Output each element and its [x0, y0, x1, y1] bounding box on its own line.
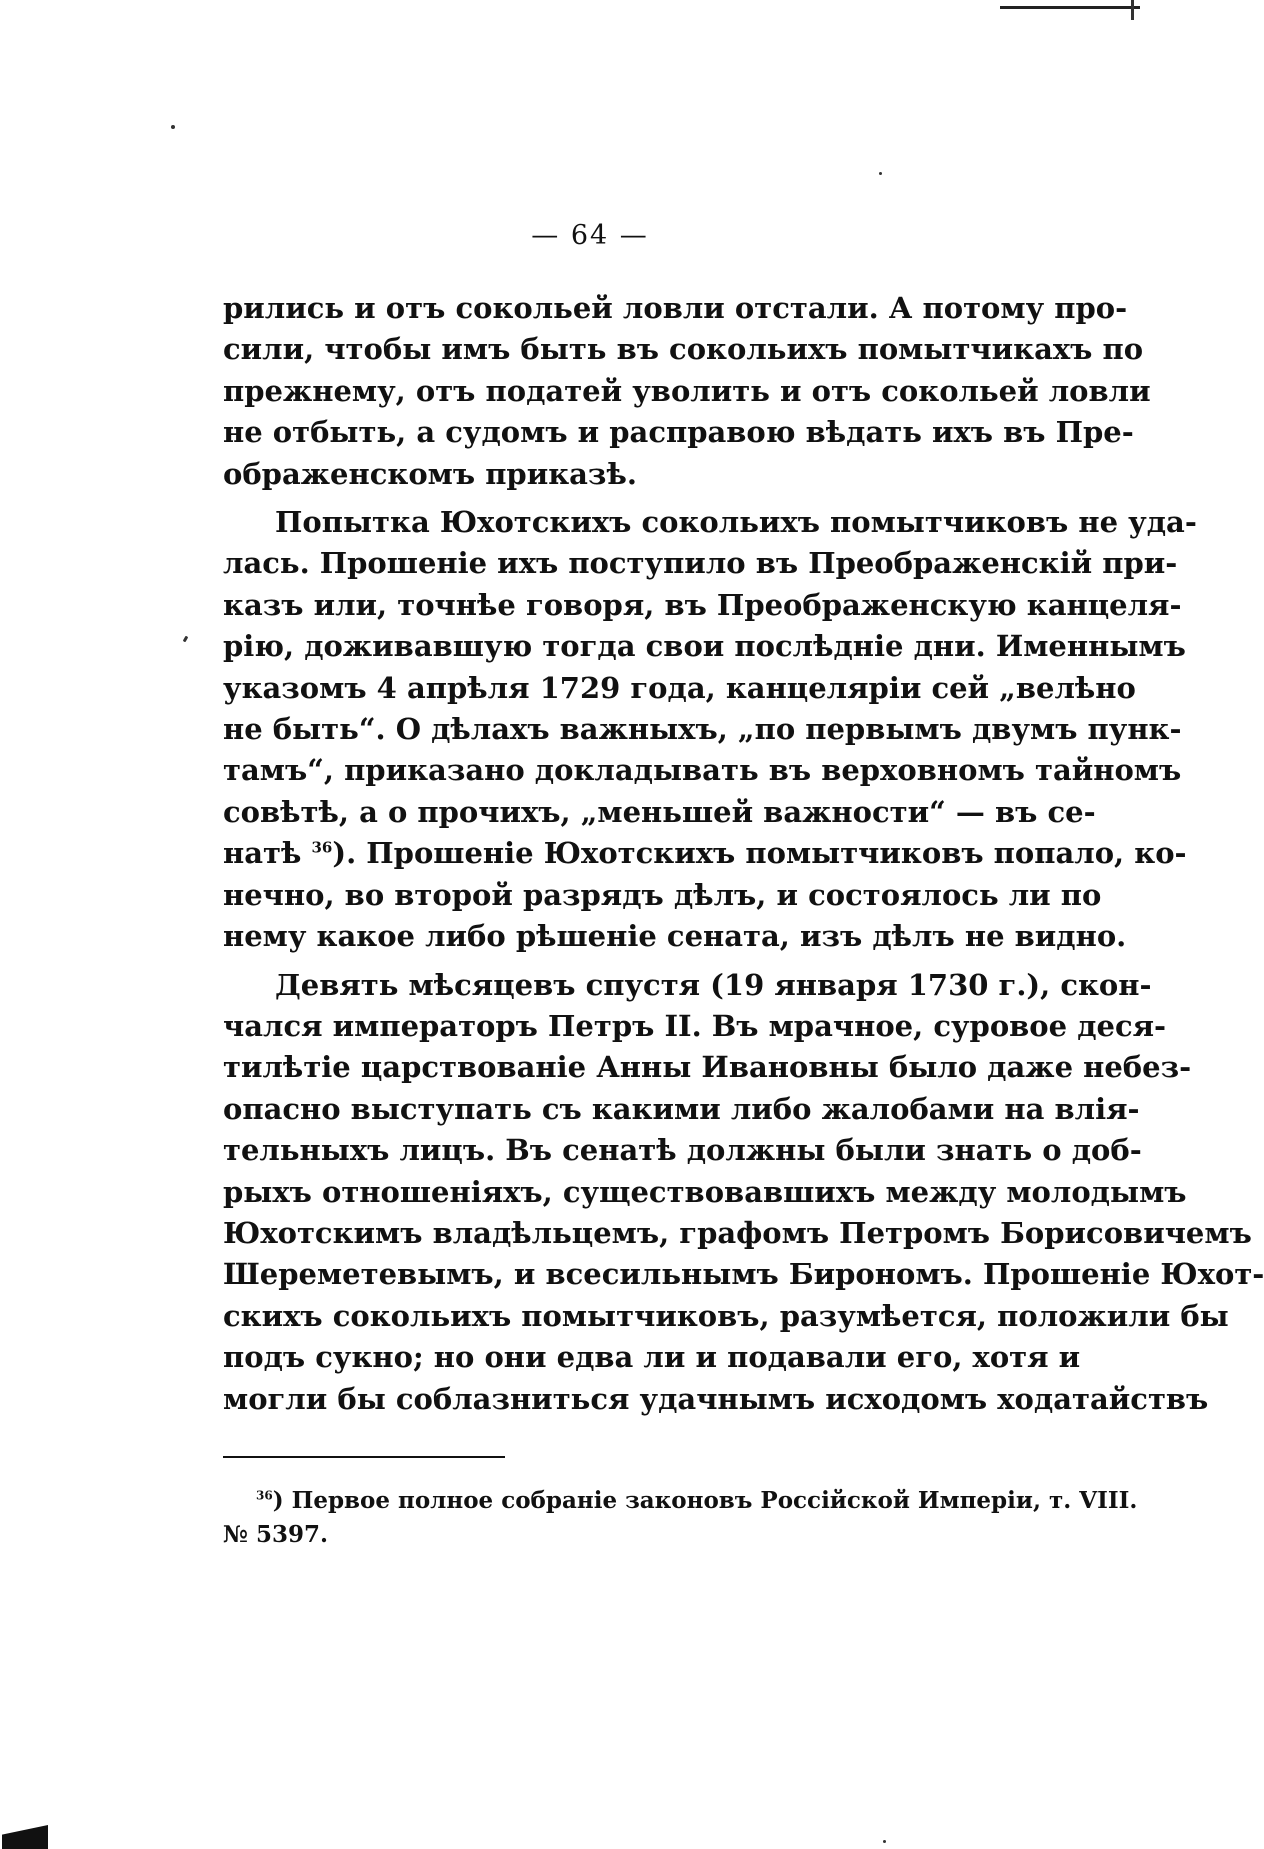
scan-speck [171, 125, 175, 129]
text-line: сили, чтобы имъ быть въ сокольихъ помытчикахъ по [223, 332, 1144, 367]
text-line: скихъ сокольихъ помытчиковъ, разумѣется, положили бы [223, 1298, 1229, 1333]
text-line: совѣтѣ, а о прочихъ, „меньшей важности“ — въ се- [223, 794, 1096, 829]
paragraph [223, 965, 1264, 1420]
scan-edge-mark [1131, 0, 1134, 20]
page-number: — 64 — [531, 220, 649, 251]
text-line: прежнему, отъ податей уволить и отъ сокольей ловли [223, 373, 1151, 408]
main-text [223, 288, 1264, 1420]
text-line: тельныхъ лицъ. Въ сенатѣ должны были знать о доб- [223, 1133, 1142, 1168]
text-line: лась. Прошеніе ихъ поступило въ Преображенскій при- [223, 546, 1178, 581]
text-line: Девять мѣсяцевъ спустя (19 января 1730 г.), скон- [275, 967, 1152, 1002]
paragraph [223, 288, 1151, 495]
text-fragment: ). Прошеніе Юхотскихъ помытчиковъ попало, ко- [332, 836, 1187, 871]
text-line: рились и отъ сокольей ловли отстали. А потому про- [223, 291, 1128, 325]
text-line: казъ или, точнѣе говоря, въ Преображенскую канцеля- [223, 587, 1182, 622]
footnote [223, 1484, 1138, 1552]
text-line: Юхотскимъ владѣльцемъ, графомъ Петромъ Борисовичемъ [223, 1215, 1252, 1250]
footnote-text: ) Первое полное собраніе законовъ Россійской Имперіи, т. VIII. [272, 1487, 1138, 1514]
footnote-mark: 36 [256, 1488, 273, 1503]
text-line: могли бы соблазниться удачнымъ исходомъ ходатайствъ [223, 1381, 1209, 1416]
scan-speck [883, 1840, 886, 1843]
text-line: нечно, во второй разрядъ дѣлъ, и состоялось ли по [223, 877, 1102, 912]
scan-speck [879, 172, 882, 175]
text-line: нему какое либо рѣшеніе сената, изъ дѣлъ не видно. [223, 919, 1127, 954]
text-line: опасно выступать съ какими либо жалобами на влія- [223, 1091, 1140, 1126]
text-line: подъ сукно; но они едва ли и подавали его, хотя и [223, 1340, 1081, 1375]
paragraph [223, 502, 1197, 957]
text-fragment: натѣ [223, 836, 302, 871]
text-line [223, 833, 1187, 874]
text-line: тамъ“, приказано докладывать въ верховномъ тайномъ [223, 753, 1182, 788]
text-line: указомъ 4 апрѣля 1729 года, канцеляріи сей „велѣно [223, 670, 1136, 705]
text-line: чался императоръ Петръ II. Въ мрачное, суровое деся- [223, 1008, 1167, 1043]
text-line: тилѣтіе царствованіе Анны Ивановны было даже небез- [223, 1050, 1192, 1085]
text-line: рію, доживавшую тогда свои послѣдніе дни. Именнымъ [223, 629, 1186, 664]
scan-speck [183, 636, 189, 643]
scan-corner-mark [2, 1825, 48, 1849]
text-line: ображенскомъ приказѣ. [223, 456, 637, 491]
text-line: не отбыть, а судомъ и расправою вѣдать ихъ въ Пре- [223, 415, 1134, 450]
footnote-reference[interactable]: 36 [311, 838, 333, 857]
footnote-line [256, 1484, 1138, 1518]
scan-edge-mark [1000, 6, 1140, 9]
footnote-separator [223, 1456, 505, 1458]
footnote-line: № 5397. [223, 1521, 329, 1548]
text-line: не быть“. О дѣлахъ важныхъ, „по первымъ двумъ пунк- [223, 712, 1182, 747]
text-line: рыхъ отношеніяхъ, существовавшихъ между молодымъ [223, 1174, 1187, 1209]
text-line: Попытка Юхотскихъ сокольихъ помытчиковъ не уда- [275, 505, 1197, 540]
text-line: Шереметевымъ, и всесильнымъ Бирономъ. Прошеніе Юхот- [223, 1257, 1264, 1292]
